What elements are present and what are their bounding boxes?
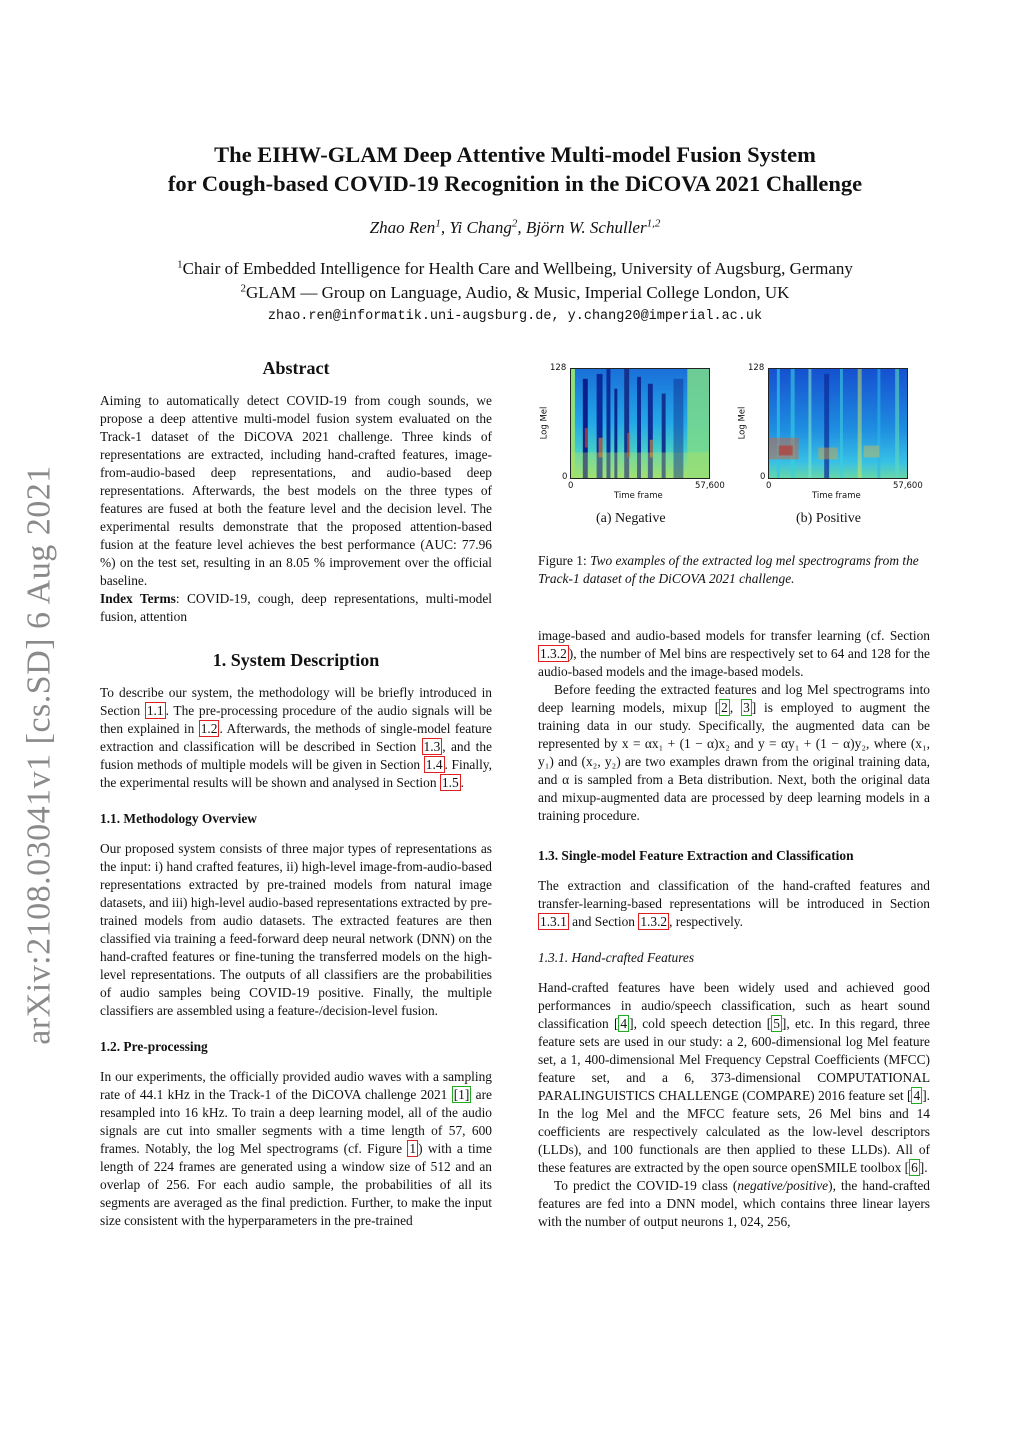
spectrogram-positive-image (768, 368, 908, 479)
citation-5[interactable]: 5 (773, 1016, 780, 1031)
author-1: Zhao Ren (369, 218, 436, 237)
author-3: Björn W. Schuller (525, 218, 647, 237)
citation-1[interactable]: [1] (453, 1087, 470, 1102)
section-link-1-5[interactable]: 1.5 (441, 775, 459, 790)
affiliation-1: $^1$Chair of Embedded Intelligence for Health Care and Wellbeing, University of Augsburg, Germany (177, 258, 853, 278)
title-line-2: for Cough-based COVID-19 Recognition in the DiCOVA 2021 Challenge (167, 171, 863, 196)
figure-link-1[interactable]: 1 (409, 1141, 417, 1156)
x-tick-max: 57,600 (695, 481, 725, 491)
author-2: Yi Chang (449, 218, 512, 237)
dnn-paragraph: To predict the COVID-19 class (negative/positive), the hand-crafted features are fed into a DNN model, which contains three linear layers with the number of output neurons 1, 024, 256, (538, 1178, 930, 1229)
figure-1-caption (538, 552, 930, 588)
section-link-1-2[interactable]: 1.2 (200, 721, 218, 736)
y-tick-max: 128 (550, 363, 567, 373)
section-link-1-3[interactable]: 1.3 (423, 739, 441, 754)
abstract-heading: Abstract (262, 358, 330, 378)
citation-4b[interactable]: 4 (913, 1088, 921, 1103)
x-tick-max: 57,600 (893, 481, 923, 491)
index-terms-label: Index Terms (100, 591, 176, 606)
x-axis-label: Time frame (812, 491, 861, 501)
y-tick-max: 128 (748, 363, 765, 373)
section-link-1-4[interactable]: 1.4 (425, 757, 443, 772)
affiliation-2: $^2$GLAM — Group on Language, Audio, & Music, Imperial College London, UK (240, 282, 790, 302)
mixup-paragraph: Before feeding the extracted features and log Mel spectrograms into deep learning models, mixup [ 2 , 3 ] is employed to augment the training data in our study. Specifically, the augmented data can be represented by x = αx₁ + (1 − α)x₂ and y = αy₁ + (1 − α)y₂, where (x₁, y₁) and (x₂, y₂) are two examples drawn from the original training data, and α is sampled from a Beta distribution. Next, both the original data and mixup-augmented data are processed by deep learning models in a training procedure. (538, 682, 930, 823)
section-link-1-3-2[interactable]: 1.3.2 (540, 646, 567, 661)
author-2-sup: 2 (511, 217, 518, 230)
right-paragraph-1: image-based and audio-based models for transfer learning (cf. Section 1.3.2 ), the number of Mel bins are respectively set to 64 and 128 for the audio-based models and the image-based models. (538, 628, 930, 679)
x-tick-min: 0 (568, 481, 574, 491)
section-1-intro: To describe our system, the methodology will be briefly introduced in Section 1.1 . The pre-processing procedure of the audio signals will be then explained in 1.2 . Afterwards, the methods of single-model feature extraction and classification will be described in Section 1.3 , and the fusion methods of multiple models will be given in Section 1.4 . Finally, the experimental results will be shown and analysed in Section 1.5 . (100, 685, 493, 790)
left-column (100, 356, 492, 1230)
subsection-1-2-body: In our experiments, the officially provided audio waves with a sampling rate of 44.1 kHz in the Track-1 of the DiCOVA challenge 2021 [1] are resampled into 16 kHz. To train a deep learning model, all of the audio signals are cut into smaller segments with a time length of 57, 600 frames. Notably, the log Mel spectrograms (cf. Figure 1 ) with a time length of 224 frames are generated using a window size of 512 and an overlap of 256. For each audio sample, the probabilities of all its segments are averaged as the final prediction. Further, to make the input size consistent with the hyperparameters in the pre-trained (100, 1069, 492, 1228)
subsection-1-3-1-heading: 1.3.1. Hand-crafted Features (538, 950, 695, 965)
index-terms (100, 590, 492, 626)
y-tick-min: 0 (760, 472, 766, 482)
title-line-1: The EIHW-GLAM Deep Attentive Multi-model Fusion System (214, 142, 816, 167)
subcaption-positive: (b) Positive (796, 511, 861, 526)
subcaption-negative: (a) Negative (596, 511, 666, 526)
arxiv-stamp (8, 460, 72, 1050)
title-block (100, 140, 930, 328)
citation-6[interactable]: 6 (911, 1160, 918, 1175)
paper-title (100, 140, 930, 198)
section-link-1-3-2b[interactable]: 1.3.2 (640, 914, 668, 929)
y-tick-min: 0 (562, 472, 568, 482)
x-axis-label: Time frame (614, 491, 663, 501)
spectrogram-pair (538, 360, 930, 530)
subsection-1-1-body: Our proposed system consists of three major types of representations as the input: i) hand crafted features, ii) high-level image-from-audio-based representations extracted by pre-trained models from natural image datasets, and iii) high-level audio-based representations extracted by pre-trained models from audio datasets. The extracted features are then classified via training a feed-forward deep neural network (DNN) on the hand-crafted features or fine-tuning the transferred models on the high-level representations. The outputs of all classifiers are the probabilities of audio samples being COVID-19 positive. Finally, the multiple classifiers are assembled using a feature-/decision-level fusion. (100, 841, 492, 1018)
subsection-1-3-heading: 1.3. Single-model Feature Extraction and Classification (538, 848, 854, 863)
figure-1-caption-label: Figure 1: (538, 553, 591, 568)
y-axis-label: Log Mel (737, 406, 748, 440)
citation-3[interactable]: 3 (743, 700, 750, 715)
subsection-1-3-body: The extraction and classification of the hand-crafted features and transfer-learning-based representations will be introduced in Section 1.3.1 and Section 1.3.2 , respectively. (538, 878, 930, 929)
subsection-1-1-heading: 1.1. Methodology Overview (100, 811, 257, 826)
index-terms-text: : COVID-19, cough, deep representations, multi-model fusion, attention (100, 591, 492, 624)
abstract-body: Aiming to automatically detect COVID-19 from cough sounds, we propose a deep attentive multi-model fusion system evaluated on the Track-1 dataset of the DiCOVA 2021 challenge. Three kinds of representations are extracted, including hand-crafted features, image-from-audio-based deep representations, and audio-based deep representations. Afterwards, the best models on the three types of features are fused at both the feature level and the decision level. The experimental results demonstrate that the proposed attention-based fusion at the feature level achieves the best performance (AUC: 77.96 %) on the test set, resulting in an 8.05 % improvement over the official baseline. (100, 393, 492, 588)
arxiv-id: arXiv:2108.03041v1 [cs.SD] 6 Aug 2021 (21, 465, 58, 1045)
author-emails: zhao.ren@informatik.uni-augsburg.de, y.chang20@imperial.ac.uk (267, 309, 763, 324)
spectrogram-negative (538, 360, 728, 500)
author-1-sup: 1 (435, 217, 441, 230)
citation-2[interactable]: 2 (721, 700, 728, 715)
x-tick-min: 0 (766, 481, 772, 491)
figure-1-caption-text: Two examples of the extracted log mel spectrograms from the Track-1 dataset of the DiCOVA 2021 challenge. (538, 553, 919, 586)
affiliations (100, 257, 930, 305)
spectrogram-negative-image (570, 368, 710, 479)
figure-1 (538, 360, 930, 588)
y-axis-label: Log Mel (539, 406, 550, 440)
section-1-heading: 1. System Description (212, 650, 380, 670)
section-link-1-1[interactable]: 1.1 (146, 703, 164, 718)
citation-4[interactable]: 4 (620, 1016, 628, 1031)
right-column (538, 627, 930, 1231)
hand-crafted-paragraph: Hand-crafted features have been widely used and achieved good performances in audio/speech classification, such as heart sound classification [ 4 ], cold speech detection [ 5 ], etc. In this regard, three feature sets are used in our study: a 2, 600-dimensional log Mel feature set, a 1, 400-dimensional Mel Frequency Cepstral Coefficients (MFCC) feature set, and a 6, 373-dimensional COMPUTATIONAL PARALINGUISTICS CHALLENGE (COMPARE) 2016 feature set [ 4 ]. In the log Mel and the MFCC feature sets, 26 Mel bins and 14 coefficients are respectively calculated as the low-level descriptors (LLDs), and 100 functionals are then applied to these LLDs). All of these features are extracted by the open source openSMILE toolbox [ 6 ]. (538, 980, 930, 1175)
author-list: Zhao Ren$^1$, Yi Chang$^2$, Björn W. Schuller$^{1,2}$ (369, 217, 661, 237)
spectrogram-positive (736, 360, 926, 500)
author-3-sup: 1,2 (646, 217, 661, 230)
section-link-1-3-1[interactable]: 1.3.1 (540, 914, 567, 929)
subsection-1-2-heading: 1.2. Pre-processing (100, 1039, 208, 1054)
